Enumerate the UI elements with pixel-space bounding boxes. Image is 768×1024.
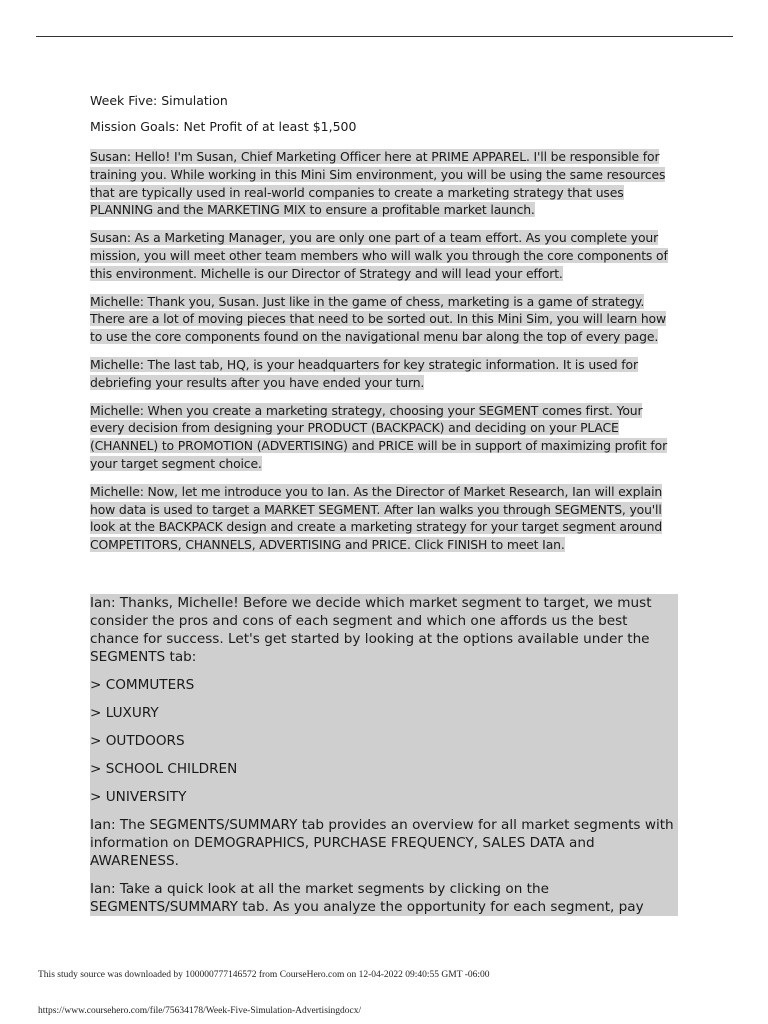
download-note: This study source was downloaded by 100000777146572 from CourseHero.com on 12-04-2022 09:40:55 GMT -06:00: [38, 970, 490, 980]
segment-item-luxury: > LUXURY: [90, 705, 159, 721]
paragraph-michelle-ian: Michelle: Now, let me introduce you to Ian. As the Director of Market Research, Ian will explain how data is used to target a MARKET SEGMENT. After Ian walks you through SEGMENTS, you'll look at the BACKPACK design and create a marketing strategy for your target segment around COMPETITORS, CHANNELS, ADVERTISING and PRICE. Click FINISH to meet Ian.: [90, 483, 663, 553]
top-divider: [36, 36, 733, 37]
mission-goals: Mission Goals: Net Profit of at least $1,500: [90, 119, 357, 134]
document-body: [90, 92, 680, 564]
paragraph-ian-intro: Ian: Thanks, Michelle! Before we decide which market segment to target, we must consider the pros and cons of each segment and which one affords us the best chance for success. Let's get started by looking at the options available under the SEGMENTS tab:: [90, 595, 652, 665]
paragraph-susan-team: Susan: As a Marketing Manager, you are only one part of a team effort. As you complete your mission, you will meet other team members who will walk you through the core components of this environment. Michelle is our Director of Strategy and will lead your effort.: [90, 230, 668, 281]
document-title: Week Five: Simulation: [90, 93, 228, 108]
segment-item-commuters: > COMMUTERS: [90, 677, 195, 693]
paragraph-michelle-chess: Michelle: Thank you, Susan. Just like in the game of chess, marketing is a game of strategy. There are a lot of moving pieces that need to be sorted out. In this Mini Sim, you will learn how to use the core components found on the navigational menu bar along the top of every page.: [90, 293, 666, 345]
paragraph-ian-summary: Ian: The SEGMENTS/SUMMARY tab provides an overview for all market segments with information on DEMOGRAPHICS, PURCHASE FREQUENCY, SALES DATA and AWARENESS.: [90, 817, 674, 869]
paragraph-susan-intro: Susan: Hello! I'm Susan, Chief Marketing Officer here at PRIME APPAREL. I'll be responsible for training you. While working in this Mini Sim environment, you will be using the same resources that are typically used in real-world companies to create a marketing strategy that uses PLANNING and the MARKETING MIX to ensure a profitable market launch.: [90, 149, 666, 218]
ian-highlight-block: [90, 594, 678, 916]
segment-item-outdoors: > OUTDOORS: [90, 733, 185, 749]
paragraph-michelle-segment: Michelle: When you create a marketing strategy, choosing your SEGMENT comes first. Your every decision from designing your PRODUCT (BACKPACK) and deciding on your PLACE (CHANNEL) to PROMOTION (ADVERTISING) and PRICE will be in support of maximizing profit for your target segment choice.: [90, 402, 668, 471]
source-url[interactable]: https://www.coursehero.com/file/75634178/Week-Five-Simulation-Advertisingdocx/: [38, 1006, 362, 1016]
paragraph-ian-look: Ian: Take a quick look at all the market segments by clicking on the SEGMENTS/SUMMARY tab. As you analyze the opportunity for each segment, pay: [90, 881, 644, 915]
paragraph-michelle-hq: Michelle: The last tab, HQ, is your headquarters for key strategic information. It is used for debriefing your results after you have ended your turn.: [90, 356, 638, 390]
segment-item-university: > UNIVERSITY: [90, 789, 187, 805]
segment-item-school-children: > SCHOOL CHILDREN: [90, 761, 238, 777]
